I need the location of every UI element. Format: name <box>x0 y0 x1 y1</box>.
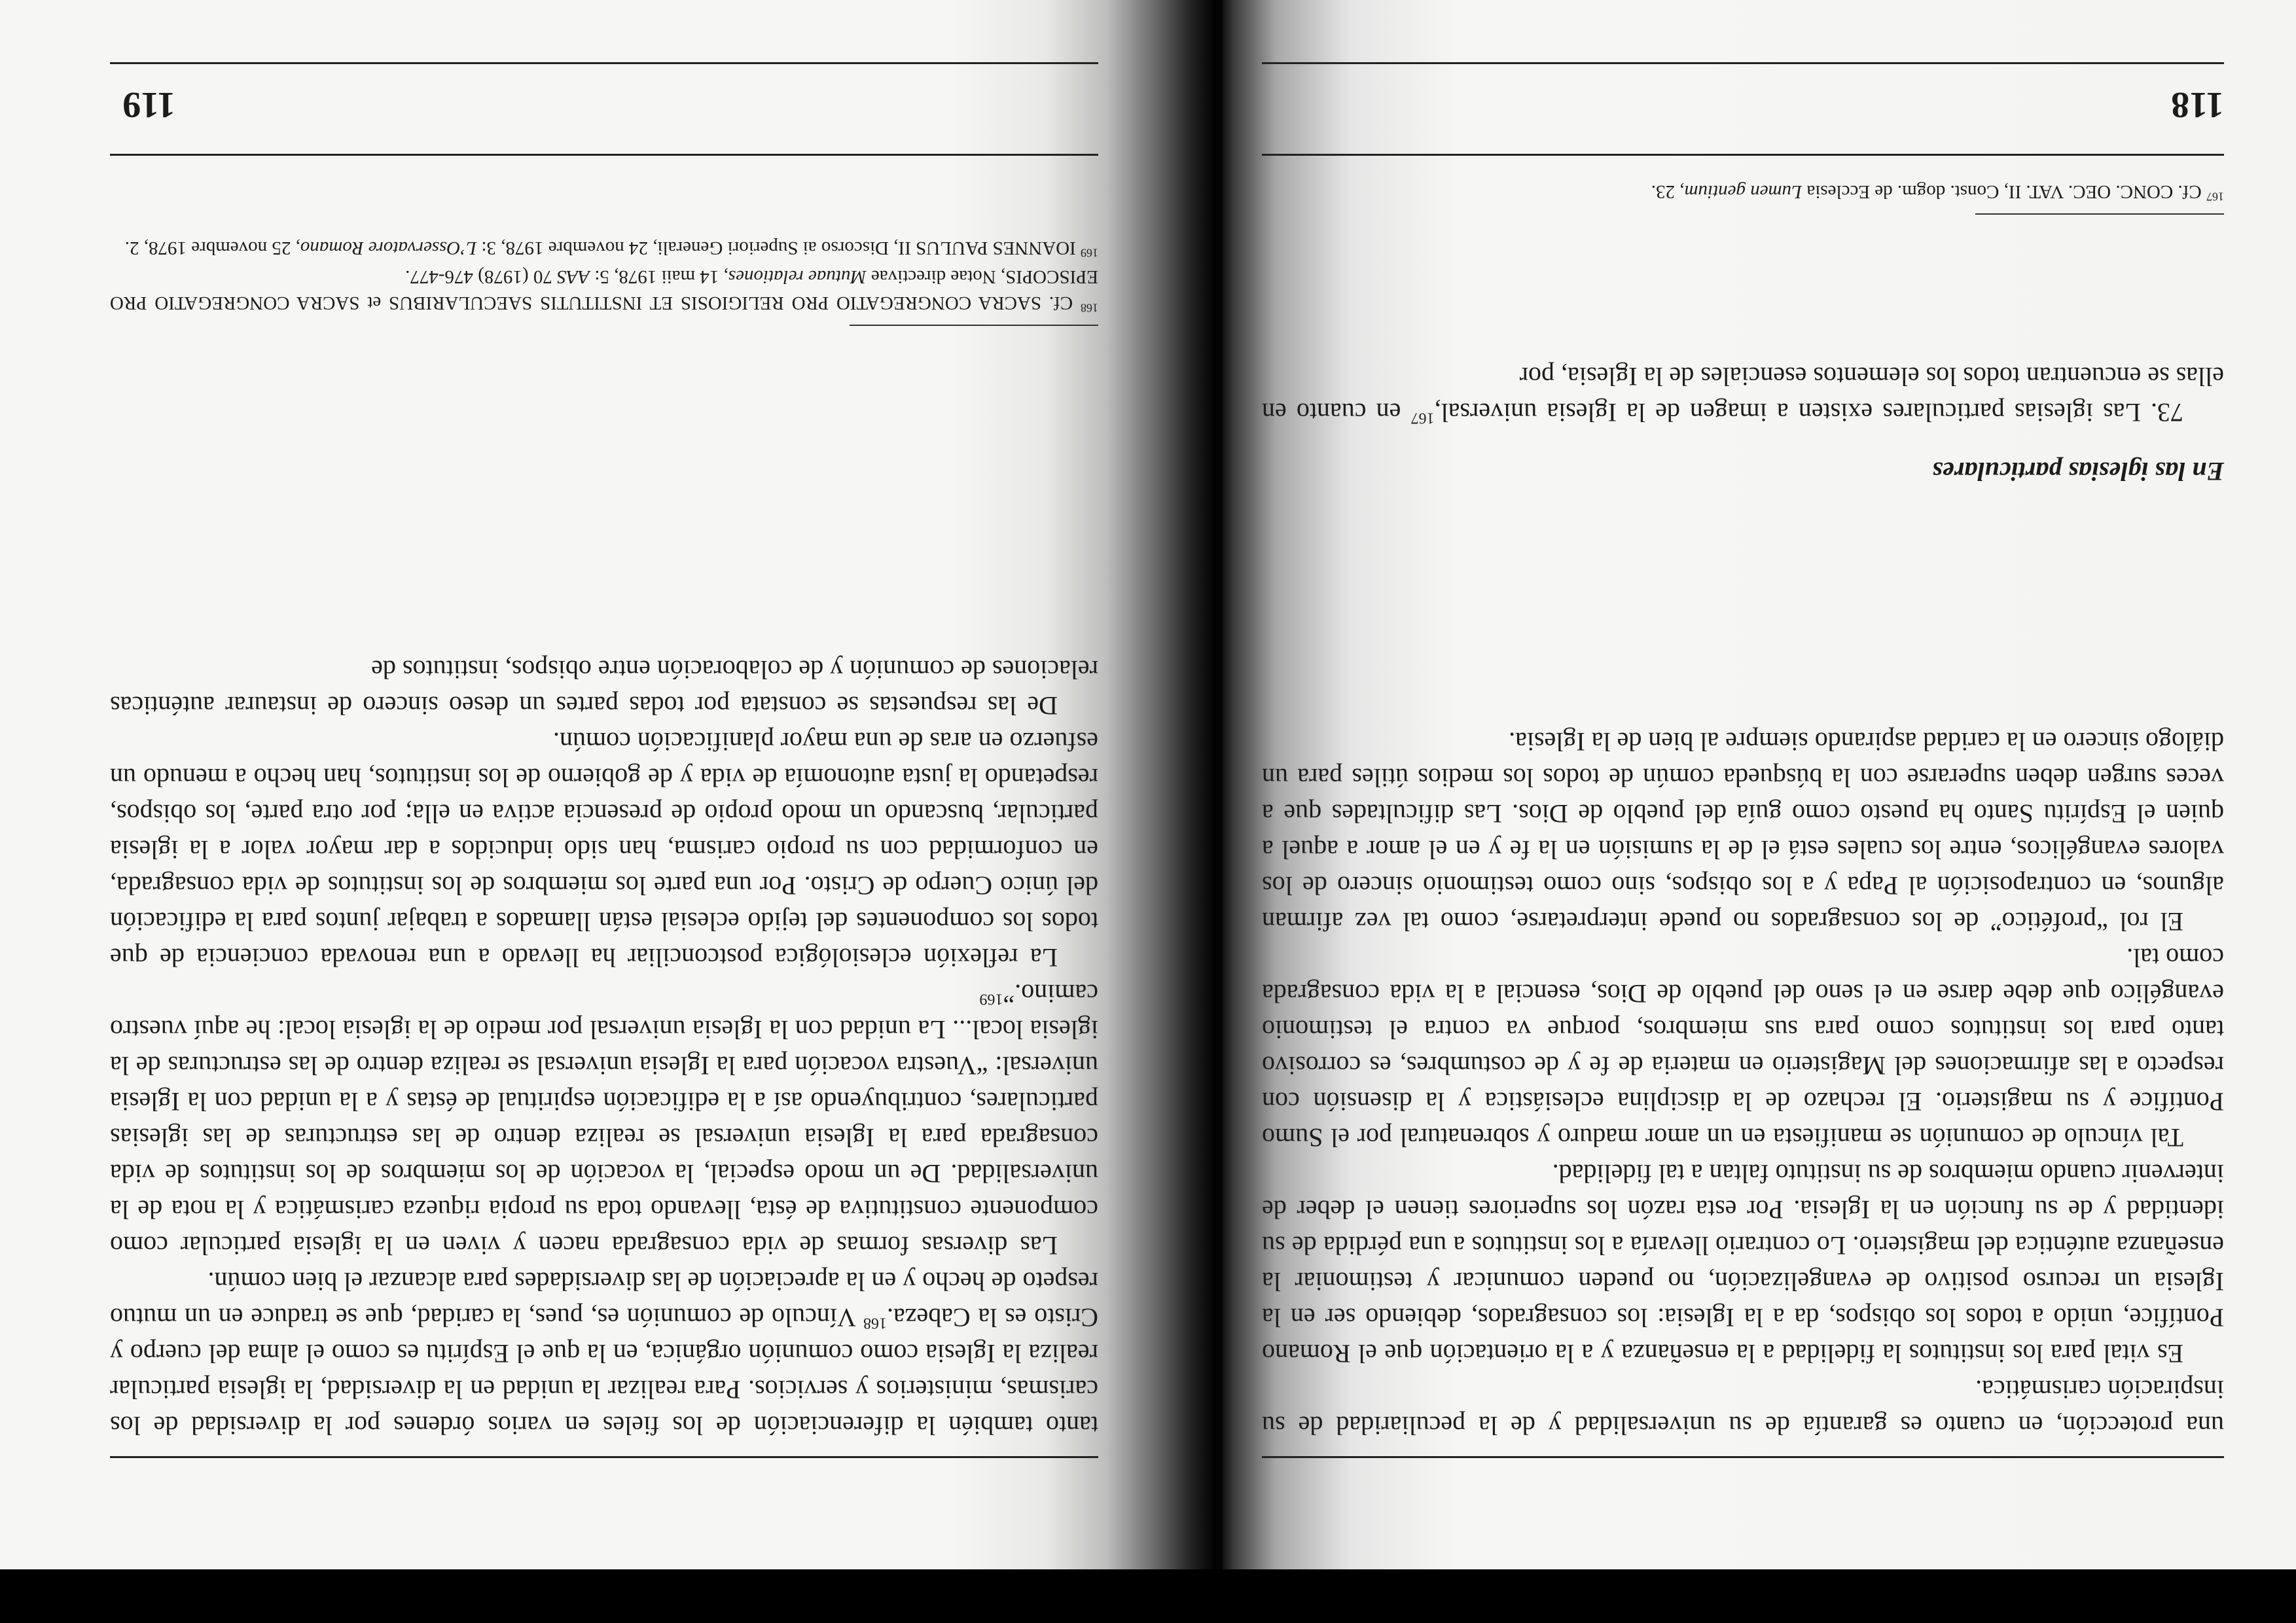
bottom-rule <box>1262 154 2224 156</box>
footnote-text: , 14 maii 1978, 5: <box>594 266 728 287</box>
paragraph: Tal vínculo de comunión se manifiesta en un amor maduro y sobrenatural por el Sumo Pontífice y su magisterio. El rechazo de la disciplina eclesiástica y la disensión con respecto a las afirmaciones del Magisterio en materia de fe y de costumbres, es corrosivo tanto para los institutos como para sus miembros, porque va contra el testimonio evangélico que debe darse en el seno del pueblo de Dios, esencial a la vida consagrada como tal. <box>1262 943 2224 1152</box>
section-heading: En las iglesias particulares <box>1932 457 2224 486</box>
footnote-rule <box>850 325 1098 326</box>
paragraph: De las respuestas se constata por todas partes un deseo sincero de instaurar auténticas relaciones de comunión y de colaboración entre obispos, institutos de <box>110 655 1098 721</box>
footnote-text: , 25 novembre 1978, 2. <box>124 238 300 259</box>
page-119-body <box>110 652 1098 1444</box>
bottom-rule <box>110 62 1098 64</box>
footnote-text: , 23. <box>1651 181 1685 202</box>
footnote-italic: Mutuae relationes <box>728 266 867 287</box>
paragraph-73 <box>1262 359 2224 431</box>
paragraph-73-text: 73. Las iglesias particulares existen a imagen de la Iglesia universal, <box>1434 398 2183 427</box>
paragraph: una protección, en cuanto es garantía de su universalidad y de la peculiaridad de su inspiración carismática. <box>1262 1375 2224 1440</box>
book-gutter <box>1216 0 1223 1569</box>
footnote-number: 167 <box>2206 190 2224 204</box>
footnote-ref: 167 <box>1410 409 1435 427</box>
footnote-rule <box>1975 213 2224 215</box>
paragraph: El rol “profético” de los consagrados no puede interpretarse, como tal vez afirman algunos, en contraposición al Papa y a los obispos, sino como testimonio sincero de los valores evangélicos, entre los cuales está el de la sumisión en la fe y en el amor a aquel a quien el Espíritu Santo ha puesto como guía del pueblo de Dios. Las dificultades que a veces surgen deben superarse con la búsqueda común de todos los medios útiles para un diálogo sincero en la caridad aspirando siempre al bien de la Iglesia. <box>1262 727 2224 936</box>
paragraph-text: Las diversas formas de vida consagrada nacen y viven en la iglesia particular como componente constitutiva de ésta, llevando toda su propia riqueza carismática y la nota de la universalidad. De un modo especial, la vocación de los miembros de los institutos de vida consagrada para la Iglesia universal se realiza dentro de las estructuras de las iglesias particulares, contribuyendo así a la edificación espiritual de éstas y a la unidad con la Iglesia universal: “Vuestra vocación para la Iglesia universal se realiza dentro de las estructuras de la iglesia local... La unidad con la Iglesia universal por medio de la iglesia local: he aquí vuestro camino.” <box>110 979 1098 1260</box>
page-118-footnotes <box>1262 176 2224 205</box>
footnote-italic: L’Osservatore Romano <box>300 238 477 259</box>
top-rule <box>110 1456 1098 1458</box>
page-118 <box>1223 0 2296 1569</box>
footnote-text: Cf. SACRA CONGREGATIO PRO RELIGIOSIS ET INSTITUTIS SAECULARIBUS et SACRA CONGREGATIO PRO EPISCOPIS, Notae directivae <box>109 266 1098 313</box>
footnote-number: 168 <box>1081 301 1098 315</box>
footnote-text: 70 (1978) 476-477. <box>405 266 552 287</box>
top-rule <box>1262 1456 2224 1458</box>
paragraph: Es vital para los institutos la fidelidad a la enseñanza y a la orientación que el Romano Pontífice, unido a todos los obispos, da a la Iglesia: los consagrados, debiendo ser en la Iglesia un recurso positivo de evangelización, no pueden comunicar y testimoniar la enseñanza auténtica del magisterio. Lo contrario llevaría a los institutos a una pérdida de su identidad y de su función en la Iglesia. Por esta razón los superiores tienen el deber de intervenir cuando miembros de su instituto faltan a tal fidelidad. <box>1262 1159 2224 1368</box>
footnote-ref: 169 <box>979 990 1003 1008</box>
paragraph-73-text: en cuanto en ellas se encuentran todos los elementos esenciales de la Iglesia, por <box>1261 362 2224 427</box>
footnote-text: IOANNES PAULUS II, Discorso ai Superiori Generali, 24 novembre 1978, 3: <box>481 238 1076 259</box>
bottom-rule <box>110 154 1098 156</box>
footnote-text: Cf. CONC. OEC. VAT. II, Const. dogm. de Ecclesia <box>1806 181 2202 202</box>
footnote-italic: Lumen gentium <box>1684 181 1803 202</box>
paragraph-text: Vínculo de comunión es, pues, la caridad, que se traduce en un mutuo respeto de hecho y en la apreciación de las diversidades para alcanzar el bien común. <box>110 1267 1098 1332</box>
footnote-number: 169 <box>1081 246 1098 260</box>
paragraph: La reflexión eclesiológica postconciliar ha llevado a una renovada conciencia de que todos los componentes del tejido eclesial están llamados a trabajar juntos para la edificación del único Cuerpo de Cristo. Por una parte los miembros de los institutos de vida consagrada, en conformidad con su propio carisma, han sido inducidos a dar mayor valor a la iglesia particular, buscando un modo propio de presencia activa en ella; por otra parte, los obispos, respetando la justa autonomía de vida y de gobierno de los institutos, han hecho a menudo un esfuerzo en aras de una mayor planificación común. <box>110 727 1098 972</box>
page-119-footnotes <box>110 232 1098 316</box>
paragraph-text: tanto también la diferenciación de los fieles en varios órdenes por la diversidad de los carismas, ministerios y servicios. Para realizar la unidad en la diversidad, la iglesia particular realiza la Iglesia como comunión orgánica, en la que el Espíritu es como el alma del cuerpo y Cristo es la Cabeza. <box>110 1303 1098 1440</box>
footnote-ref: 168 <box>863 1314 887 1332</box>
page-number: 119 <box>122 84 175 125</box>
footnote-italic: AAS <box>557 266 590 287</box>
bottom-rule <box>1262 62 2224 64</box>
page-118-body <box>1262 724 2224 1444</box>
page-number: 118 <box>2171 84 2224 125</box>
